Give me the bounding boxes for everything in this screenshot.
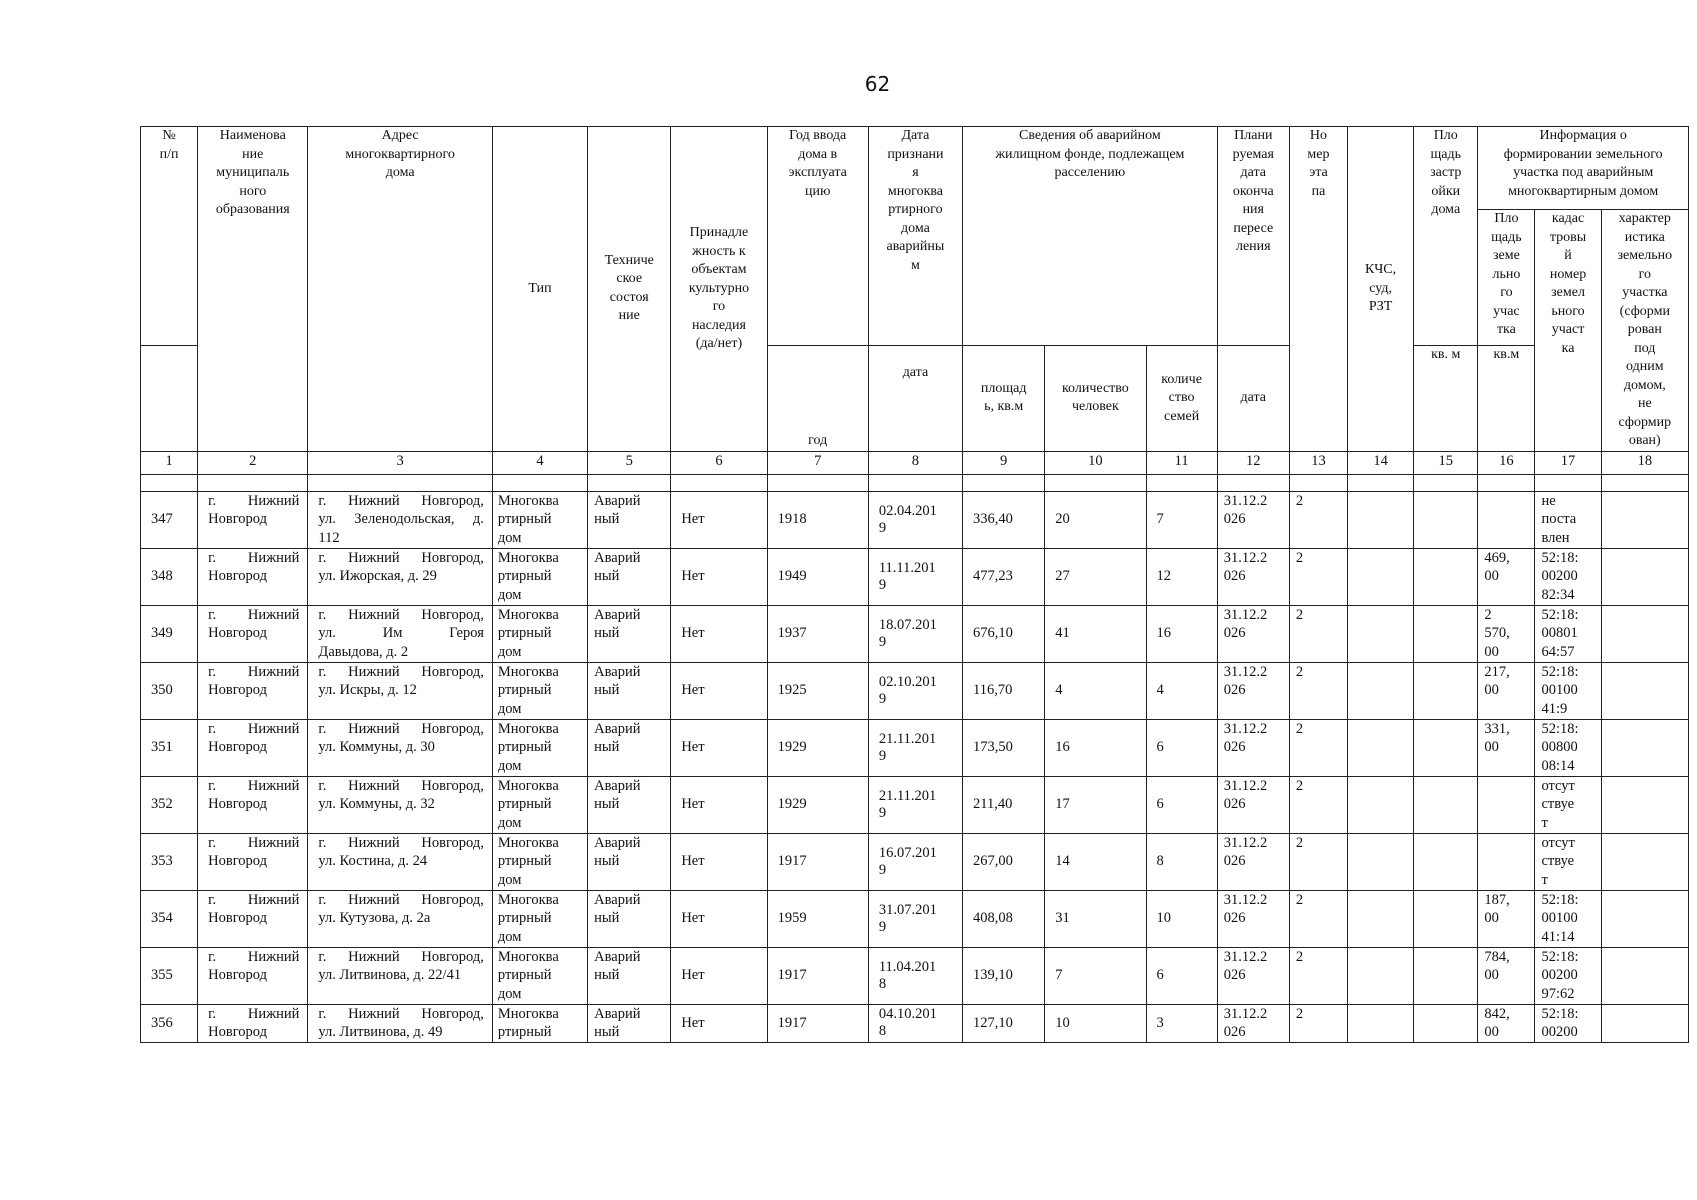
header-cell: Пло щадь застр ойки дома [1414, 127, 1478, 346]
area-cell: 116,70 [963, 662, 1045, 719]
column-number: 1 [141, 451, 198, 474]
cadastre-cell: 52:18: 00100 41:14 [1535, 890, 1601, 947]
area-cell: 408,08 [963, 890, 1045, 947]
type-cell: Многоква ртирный дом [492, 890, 587, 947]
land-area-cell [1478, 491, 1535, 548]
kchs-cell [1348, 662, 1414, 719]
heritage-cell: Нет [671, 947, 767, 1004]
row-number: 353 [141, 833, 198, 890]
header-cell: Наименова ние муниципаль ного образования [198, 127, 308, 452]
column-number: 12 [1217, 451, 1289, 474]
recognition-date-cell: 11.04.201 8 [868, 947, 962, 1004]
row-number: 352 [141, 776, 198, 833]
year-cell: 1925 [767, 662, 868, 719]
heritage-cell: Нет [671, 833, 767, 890]
heritage-cell: Нет [671, 662, 767, 719]
build-area-cell [1414, 947, 1478, 1004]
stage-cell: 2 [1289, 719, 1347, 776]
year-cell: 1917 [767, 1004, 868, 1042]
land-area-cell: 217, 00 [1478, 662, 1535, 719]
municipality-cell: г. Нижний Новгород [198, 662, 308, 719]
build-area-cell [1414, 662, 1478, 719]
emergency-housing-table [140, 126, 1689, 1043]
header-cell: Год ввода дома в эксплуата цию [767, 127, 868, 346]
families-cell: 8 [1146, 833, 1217, 890]
column-number: 3 [308, 451, 492, 474]
header-cell: Пло щадь земе льно го учас тка [1478, 210, 1535, 346]
header-cell: Адрес многоквартирного дома [308, 127, 492, 452]
families-cell: 6 [1146, 947, 1217, 1004]
land-area-cell: 842, 00 [1478, 1004, 1535, 1042]
families-cell: 12 [1146, 548, 1217, 605]
row-number: 354 [141, 890, 198, 947]
header-cell: Техниче ское состоя ние [588, 127, 671, 452]
land-char-cell [1601, 776, 1688, 833]
row-number: 351 [141, 719, 198, 776]
header-cell: № п/п [141, 127, 198, 346]
families-cell: 6 [1146, 776, 1217, 833]
column-number: 10 [1045, 451, 1146, 474]
kchs-cell [1348, 947, 1414, 1004]
heritage-cell: Нет [671, 1004, 767, 1042]
type-cell: Многоква ртирный дом [492, 662, 587, 719]
land-char-cell [1601, 491, 1688, 548]
type-cell: Многоква ртирный дом [492, 833, 587, 890]
area-cell: 676,10 [963, 605, 1045, 662]
people-cell: 16 [1045, 719, 1146, 776]
address-cell: г. Нижний Новгород, ул. Им Героя Давыдова, д. 2 [308, 605, 492, 662]
planned-date-cell: 31.12.2 026 [1217, 776, 1289, 833]
municipality-cell: г. Нижний Новгород [198, 776, 308, 833]
address-cell: г. Нижний Новгород, ул. Ижорская, д. 29 [308, 548, 492, 605]
year-cell: 1917 [767, 947, 868, 1004]
column-number: 13 [1289, 451, 1347, 474]
address-cell: г. Нижний Новгород, ул. Литвинова, д. 49 [308, 1004, 492, 1042]
header-cell: характер истика земельно го участка (сформи рован под одним домом, не сформир ован) [1601, 210, 1688, 452]
table-row [141, 491, 1689, 548]
year-cell: 1918 [767, 491, 868, 548]
heritage-cell: Нет [671, 890, 767, 947]
build-area-cell [1414, 605, 1478, 662]
row-number: 348 [141, 548, 198, 605]
municipality-cell: г. Нижний Новгород [198, 1004, 308, 1042]
recognition-date-cell: 02.10.201 9 [868, 662, 962, 719]
planned-date-cell: 31.12.2 026 [1217, 491, 1289, 548]
column-number: 16 [1478, 451, 1535, 474]
table-row [141, 662, 1689, 719]
build-area-cell [1414, 491, 1478, 548]
type-cell: Многоква ртирный дом [492, 605, 587, 662]
type-cell: Многоква ртирный дом [492, 548, 587, 605]
header-cell: Тип [492, 127, 587, 452]
row-number: 356 [141, 1004, 198, 1042]
kchs-cell [1348, 605, 1414, 662]
municipality-cell: г. Нижний Новгород [198, 491, 308, 548]
year-cell: 1949 [767, 548, 868, 605]
header-cell: количе ство семей [1146, 346, 1217, 451]
heritage-cell: Нет [671, 776, 767, 833]
planned-date-cell: 31.12.2 026 [1217, 890, 1289, 947]
header-cell: кв. м [1414, 346, 1478, 451]
row-number: 349 [141, 605, 198, 662]
recognition-date-cell: 11.11.201 9 [868, 548, 962, 605]
land-char-cell [1601, 1004, 1688, 1042]
heritage-cell: Нет [671, 605, 767, 662]
address-cell: г. Нижний Новгород, ул. Кутузова, д. 2а [308, 890, 492, 947]
stage-cell: 2 [1289, 776, 1347, 833]
stage-cell: 2 [1289, 662, 1347, 719]
people-cell: 27 [1045, 548, 1146, 605]
people-cell: 4 [1045, 662, 1146, 719]
land-char-cell [1601, 719, 1688, 776]
column-number: 5 [588, 451, 671, 474]
year-cell: 1917 [767, 833, 868, 890]
state-cell: Аварий ный [588, 719, 671, 776]
state-cell: Аварий ный [588, 605, 671, 662]
build-area-cell [1414, 833, 1478, 890]
municipality-cell: г. Нижний Новгород [198, 605, 308, 662]
column-number: 17 [1535, 451, 1601, 474]
column-number: 2 [198, 451, 308, 474]
table-row [141, 833, 1689, 890]
column-number: 9 [963, 451, 1045, 474]
header-cell: КЧС, суд, РЗТ [1348, 127, 1414, 452]
column-number: 8 [868, 451, 962, 474]
land-char-cell [1601, 833, 1688, 890]
recognition-date-cell: 31.07.201 9 [868, 890, 962, 947]
stage-cell: 2 [1289, 890, 1347, 947]
heritage-cell: Нет [671, 491, 767, 548]
table-row [141, 776, 1689, 833]
row-number: 355 [141, 947, 198, 1004]
recognition-date-cell: 04.10.201 8 [868, 1004, 962, 1042]
land-area-cell [1478, 776, 1535, 833]
families-cell: 16 [1146, 605, 1217, 662]
column-number: 7 [767, 451, 868, 474]
build-area-cell [1414, 548, 1478, 605]
land-char-cell [1601, 890, 1688, 947]
stage-cell: 2 [1289, 548, 1347, 605]
planned-date-cell: 31.12.2 026 [1217, 947, 1289, 1004]
kchs-cell [1348, 776, 1414, 833]
table-row [141, 947, 1689, 1004]
page-number: 62 [864, 72, 891, 96]
header-cell: дата [868, 346, 962, 451]
column-number: 11 [1146, 451, 1217, 474]
people-cell: 10 [1045, 1004, 1146, 1042]
area-cell: 211,40 [963, 776, 1045, 833]
planned-date-cell: 31.12.2 026 [1217, 1004, 1289, 1042]
land-area-cell: 2 570, 00 [1478, 605, 1535, 662]
header-cell: год [767, 346, 868, 451]
type-cell: Многоква ртирный дом [492, 719, 587, 776]
cadastre-cell: 52:18: 00200 [1535, 1004, 1601, 1042]
area-cell: 173,50 [963, 719, 1045, 776]
column-number: 18 [1601, 451, 1688, 474]
kchs-cell [1348, 890, 1414, 947]
year-cell: 1929 [767, 719, 868, 776]
families-cell: 4 [1146, 662, 1217, 719]
land-char-cell [1601, 548, 1688, 605]
recognition-date-cell: 21.11.201 9 [868, 776, 962, 833]
land-area-cell [1478, 833, 1535, 890]
header-cell: дата [1217, 346, 1289, 451]
cadastre-cell: отсут ствуе т [1535, 776, 1601, 833]
people-cell: 31 [1045, 890, 1146, 947]
row-number: 347 [141, 491, 198, 548]
municipality-cell: г. Нижний Новгород [198, 833, 308, 890]
municipality-cell: г. Нижний Новгород [198, 947, 308, 1004]
column-number: 14 [1348, 451, 1414, 474]
area-cell: 336,40 [963, 491, 1045, 548]
stage-cell: 2 [1289, 491, 1347, 548]
cadastre-cell: 52:18: 00200 97:62 [1535, 947, 1601, 1004]
people-cell: 14 [1045, 833, 1146, 890]
area-cell: 477,23 [963, 548, 1045, 605]
column-number: 4 [492, 451, 587, 474]
cadastre-cell: 52:18: 00200 82:34 [1535, 548, 1601, 605]
state-cell: Аварий ный [588, 776, 671, 833]
column-number: 15 [1414, 451, 1478, 474]
state-cell: Аварий ный [588, 833, 671, 890]
heritage-cell: Нет [671, 548, 767, 605]
stage-cell: 2 [1289, 1004, 1347, 1042]
header-cell: Дата признани я многоква ртирного дома аварийны м [868, 127, 962, 346]
state-cell: Аварий ный [588, 662, 671, 719]
heritage-cell: Нет [671, 719, 767, 776]
stage-cell: 2 [1289, 605, 1347, 662]
column-number: 6 [671, 451, 767, 474]
area-cell: 267,00 [963, 833, 1045, 890]
area-cell: 127,10 [963, 1004, 1045, 1042]
families-cell: 10 [1146, 890, 1217, 947]
kchs-cell [1348, 491, 1414, 548]
municipality-cell: г. Нижний Новгород [198, 548, 308, 605]
table-row [141, 890, 1689, 947]
year-cell: 1929 [767, 776, 868, 833]
header-cell: Информация о формировании земельного участка под аварийным многоквартирным домом [1478, 127, 1689, 210]
planned-date-cell: 31.12.2 026 [1217, 719, 1289, 776]
build-area-cell [1414, 1004, 1478, 1042]
people-cell: 7 [1045, 947, 1146, 1004]
cadastre-cell: 52:18: 00801 64:57 [1535, 605, 1601, 662]
planned-date-cell: 31.12.2 026 [1217, 833, 1289, 890]
header-cell: Плани руемая дата оконча ния пересе ления [1217, 127, 1289, 346]
address-cell: г. Нижний Новгород, ул. Зеленодольская, д. 112 [308, 491, 492, 548]
table-row [141, 1004, 1689, 1042]
land-char-cell [1601, 662, 1688, 719]
kchs-cell [1348, 833, 1414, 890]
state-cell: Аварий ный [588, 890, 671, 947]
land-area-cell: 331, 00 [1478, 719, 1535, 776]
families-cell: 6 [1146, 719, 1217, 776]
kchs-cell [1348, 719, 1414, 776]
year-cell: 1937 [767, 605, 868, 662]
header-cell: кадас тровы й номер земел ьного участ ка [1535, 210, 1601, 452]
stage-cell: 2 [1289, 833, 1347, 890]
header-cell: кв.м [1478, 346, 1535, 451]
state-cell: Аварий ный [588, 548, 671, 605]
table-row [141, 719, 1689, 776]
type-cell: Многоква ртирный дом [492, 491, 587, 548]
municipality-cell: г. Нижний Новгород [198, 719, 308, 776]
kchs-cell [1348, 1004, 1414, 1042]
state-cell: Аварий ный [588, 491, 671, 548]
cadastre-cell: отсут ствуе т [1535, 833, 1601, 890]
build-area-cell [1414, 719, 1478, 776]
people-cell: 20 [1045, 491, 1146, 548]
municipality-cell: г. Нижний Новгород [198, 890, 308, 947]
land-area-cell: 784, 00 [1478, 947, 1535, 1004]
recognition-date-cell: 18.07.201 9 [868, 605, 962, 662]
row-number: 350 [141, 662, 198, 719]
area-cell: 139,10 [963, 947, 1045, 1004]
header-cell: Сведения об аварийном жилищном фонде, подлежащем расселению [963, 127, 1218, 346]
header-cell: площад ь, кв.м [963, 346, 1045, 451]
planned-date-cell: 31.12.2 026 [1217, 548, 1289, 605]
address-cell: г. Нижний Новгород, ул. Коммуны, д. 30 [308, 719, 492, 776]
planned-date-cell: 31.12.2 026 [1217, 662, 1289, 719]
recognition-date-cell: 21.11.201 9 [868, 719, 962, 776]
type-cell: Многоква ртирный дом [492, 776, 587, 833]
build-area-cell [1414, 890, 1478, 947]
land-char-cell [1601, 947, 1688, 1004]
stage-cell: 2 [1289, 947, 1347, 1004]
address-cell: г. Нижний Новгород, ул. Литвинова, д. 22/41 [308, 947, 492, 1004]
families-cell: 7 [1146, 491, 1217, 548]
land-char-cell [1601, 605, 1688, 662]
kchs-cell [1348, 548, 1414, 605]
cadastre-cell: 52:18: 00100 41:9 [1535, 662, 1601, 719]
land-area-cell: 187, 00 [1478, 890, 1535, 947]
state-cell: Аварий ный [588, 947, 671, 1004]
cadastre-cell: 52:18: 00800 08:14 [1535, 719, 1601, 776]
year-cell: 1959 [767, 890, 868, 947]
recognition-date-cell: 02.04.201 9 [868, 491, 962, 548]
people-cell: 17 [1045, 776, 1146, 833]
table-row [141, 605, 1689, 662]
build-area-cell [1414, 776, 1478, 833]
state-cell: Аварий ный [588, 1004, 671, 1042]
table-row [141, 548, 1689, 605]
recognition-date-cell: 16.07.201 9 [868, 833, 962, 890]
people-cell: 41 [1045, 605, 1146, 662]
cadastre-cell: не поста влен [1535, 491, 1601, 548]
planned-date-cell: 31.12.2 026 [1217, 605, 1289, 662]
type-cell: Многоква ртирный дом [492, 947, 587, 1004]
land-area-cell: 469, 00 [1478, 548, 1535, 605]
families-cell: 3 [1146, 1004, 1217, 1042]
address-cell: г. Нижний Новгород, ул. Костина, д. 24 [308, 833, 492, 890]
header-cell: Принадле жность к объектам культурно го наследия (да/нет) [671, 127, 767, 452]
header-cell: Но мер эта па [1289, 127, 1347, 452]
address-cell: г. Нижний Новгород, ул. Искры, д. 12 [308, 662, 492, 719]
type-cell: Многоква ртирный [492, 1004, 587, 1042]
header-cell: количество человек [1045, 346, 1146, 451]
address-cell: г. Нижний Новгород, ул. Коммуны, д. 32 [308, 776, 492, 833]
